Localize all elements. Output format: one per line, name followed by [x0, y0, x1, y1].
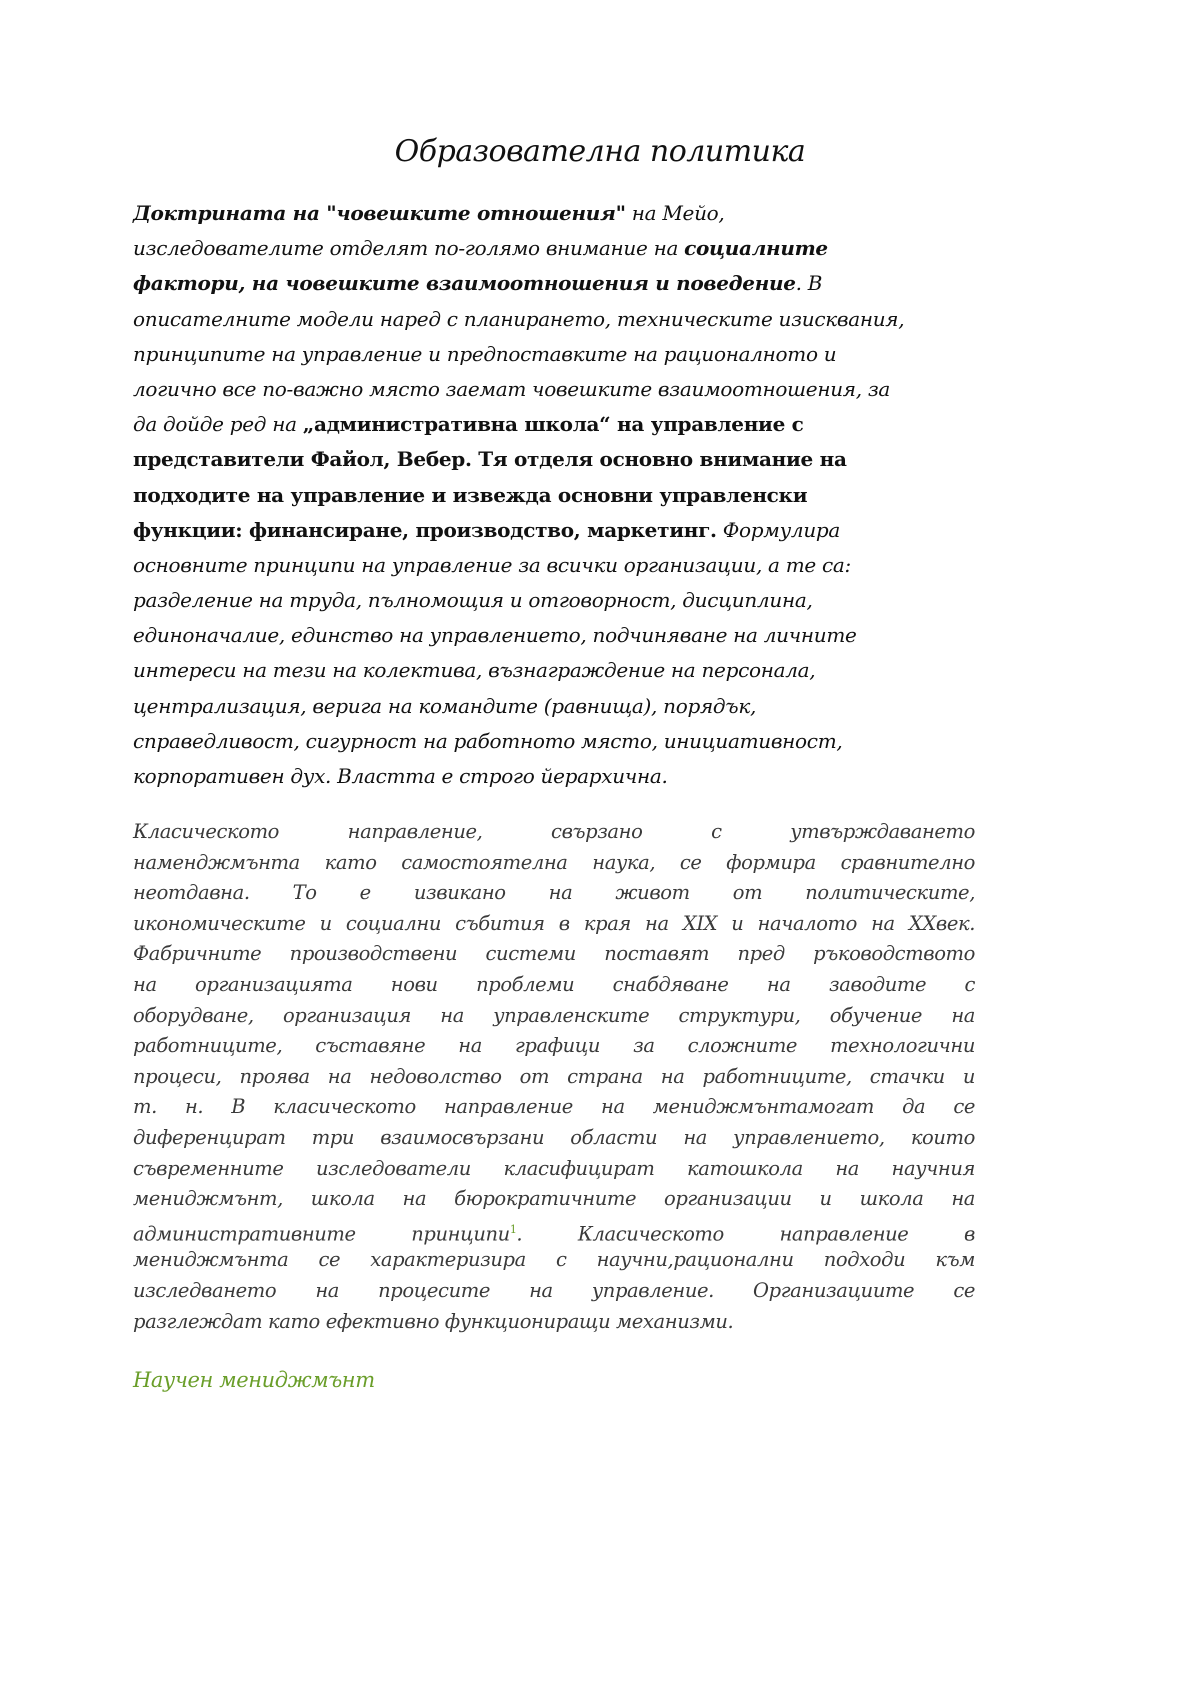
- text-line: [133, 1276, 975, 1307]
- text-run: неотдавна. То е извикано на живот от политическите,: [133, 881, 975, 905]
- text-line: [133, 548, 975, 583]
- text-run: наменджмънта като самостоятелна наука, се формира сравнително: [133, 850, 975, 874]
- text-run: административните принципи: [133, 1222, 510, 1246]
- text-run: Фабричните производствени системи поставят пред ръководството: [133, 942, 975, 966]
- document-title: Образователна политика: [394, 134, 806, 169]
- text-run: „административна школа“ на управление с: [302, 412, 804, 437]
- text-run: Формулира: [716, 517, 841, 542]
- text-line: [133, 1245, 975, 1276]
- text-run: изследването на процесите на управление. Организациите се: [133, 1278, 975, 1302]
- text-line: [133, 196, 975, 231]
- text-line: [133, 266, 975, 301]
- text-run: разглеждат като ефективно функциониращи механизми.: [133, 1309, 734, 1333]
- text-line: [133, 231, 975, 266]
- text-line: [133, 1031, 975, 1062]
- text-run: описателните модели наред с планирането, техническите изисквания,: [133, 306, 905, 331]
- text-line: [133, 848, 975, 879]
- text-run: . В: [795, 271, 823, 296]
- text-line: [133, 724, 975, 759]
- text-run: единоначалие, единство на управлението, подчиняване на личните: [133, 623, 857, 648]
- text-run: интереси на тези на колектива, възнаграждение на персонала,: [133, 658, 816, 683]
- text-run: мениджмънт, школа на бюрократичните организации и школа на: [133, 1187, 975, 1211]
- text-run: да дойде ред на: [133, 412, 303, 437]
- text-line: [133, 1307, 975, 1338]
- text-run: разделение на труда, пълномощия и отговорност, дисциплина,: [133, 588, 813, 613]
- text-line: [133, 909, 975, 940]
- text-run: Класическото направление, свързано с утвърждаването: [133, 820, 975, 843]
- text-run: на Мейо,: [625, 201, 725, 225]
- text-run: процеси, проява на недоволство от страна на работниците, стачки и: [133, 1064, 975, 1088]
- text-line: [133, 407, 975, 442]
- text-line: [133, 1092, 975, 1123]
- text-run: справедливост, сигурност на работното място, инициативност,: [133, 728, 843, 753]
- text-line: [133, 1062, 975, 1093]
- text-run: съвременните изследователи класифицират катошкола на научния: [133, 1156, 975, 1180]
- text-run: подходите на управление и извежда основни управленски: [133, 482, 808, 507]
- text-run: логично все по-важно място заемат човешките взаимоотношения, за: [133, 376, 891, 401]
- text-line: [133, 878, 975, 909]
- text-line: [133, 689, 975, 724]
- text-line: [133, 1215, 975, 1246]
- footnote-reference[interactable]: 1: [509, 1222, 517, 1236]
- text-line: [133, 583, 975, 618]
- paragraph-classical-direction: [133, 817, 975, 1337]
- text-run: принципите на управление и предпоставките на рационалното и: [133, 341, 837, 366]
- text-line: [133, 1001, 975, 1032]
- text-line: [133, 653, 975, 688]
- text-line: [133, 302, 975, 337]
- text-run: изследователите отделят по-голямо внимание на: [133, 236, 685, 261]
- text-run: мениджмънта се характеризира с научни,рационални подходи към: [133, 1248, 975, 1272]
- text-run: основните принципи на управление за всички организации, а те са:: [133, 552, 851, 577]
- text-run: икономическите и социални събития в края на XIX и началото на XXвек.: [133, 911, 975, 935]
- text-run: корпоративен дух. Властта е строго йерархична.: [133, 764, 668, 788]
- text-run: на организацията нови проблеми снабдяване на заводите с: [133, 972, 975, 996]
- text-line: [133, 970, 975, 1001]
- text-line: [133, 1123, 975, 1154]
- text-line: [133, 939, 975, 970]
- text-run: диференцират три взаимосвързани области на управлението, които: [133, 1125, 975, 1149]
- paragraph-human-relations: [133, 196, 975, 794]
- section-heading-scientific-management: Научен мениджмънт: [133, 1368, 375, 1392]
- text-run: работниците, съставяне на графици за сложните технологични: [133, 1034, 975, 1058]
- text-run: . Класическото направление в: [516, 1222, 975, 1246]
- text-run: оборудване, организация на управленските структури, обучение на: [133, 1003, 975, 1027]
- text-line: [133, 442, 975, 477]
- text-line: [133, 618, 975, 653]
- text-run: социалните: [684, 236, 828, 261]
- text-run: функции: финансиране, производство, маркетинг.: [133, 517, 717, 542]
- text-line: [133, 817, 975, 848]
- text-line: [133, 478, 975, 513]
- text-run: фактори, на човешките взаимоотношения и поведение: [133, 271, 796, 296]
- text-run: Доктрината на "човешките отношения": [133, 201, 626, 225]
- text-run: централизация, верига на командите (равнища), порядък,: [133, 693, 757, 718]
- text-run: представители Файол, Вебер. Тя отделя основно внимание на: [133, 447, 847, 472]
- text-line: [133, 759, 975, 794]
- text-line: [133, 1184, 975, 1215]
- text-line: [133, 1154, 975, 1185]
- text-line: [133, 513, 975, 548]
- text-line: [133, 337, 975, 372]
- text-run: т. н. В класическото направление на мениджмънтамогат да се: [133, 1095, 975, 1119]
- text-line: [133, 372, 975, 407]
